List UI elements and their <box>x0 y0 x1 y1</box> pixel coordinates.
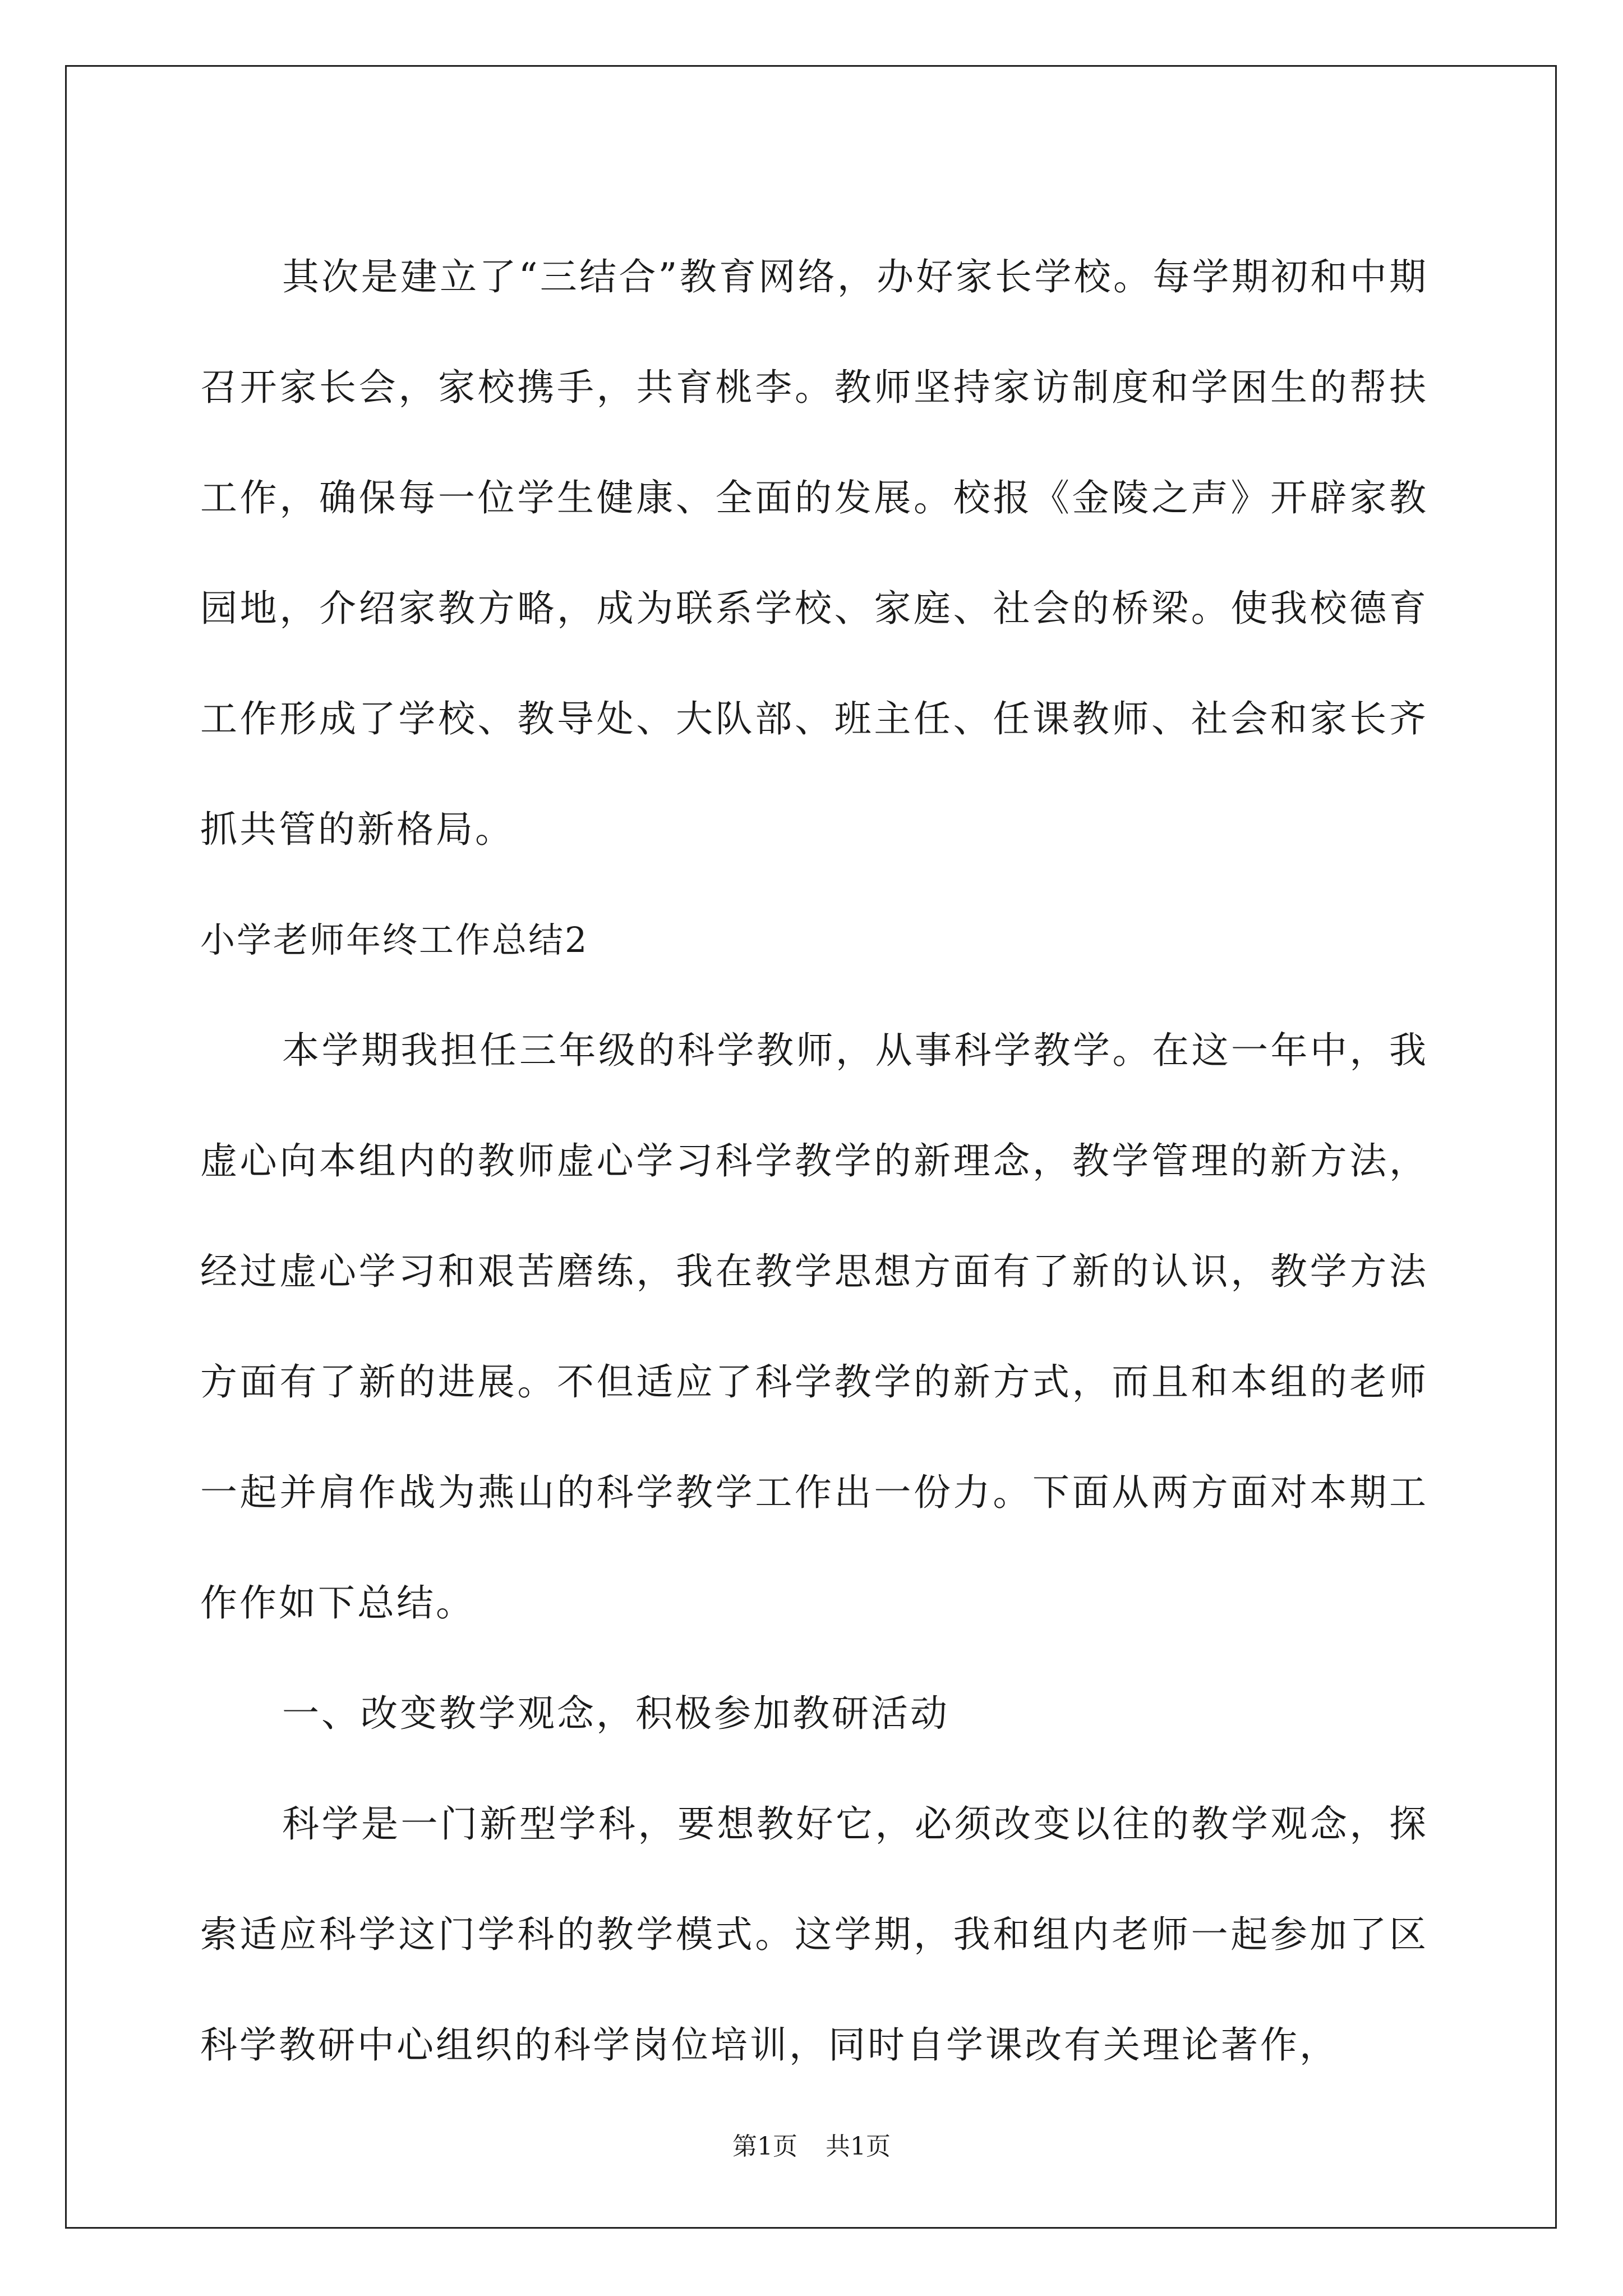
document-body <box>200 222 1428 2100</box>
paragraph-home-school-network: 其次是建立了“三结合”教育网络，办好家长学校。每学期初和中期召开家长会，家校携手，共育桃李。教师坚持家访制度和学困生的帮扶工作，确保每一位学生健康、全面的发展。校报《金陵之声》开辟家教园地，介绍家教方略，成为联系学校、家庭、社会的桥梁。使我校德育工作形成了学校、教导处、大队部、班主任、任课教师、社会和家长齐抓共管的新格局。 <box>200 255 1428 851</box>
page-number: 第1页 <box>732 2132 797 2161</box>
paragraph-intro: 本学期我担任三年级的科学教师，从事科学教学。在这一年中，我虚心向本组内的教师虚心学习科学教学的新理念，教学管理的新方法，经过虚心学习和艰苦磨练，我在教学思想方面有了新的认识，教学方法方面有了新的进展。不但适应了科学教学的新方式，而且和本组的老师一起并肩作战为燕山的科学教学工作出一份力。下面从两方面对本期工作作如下总结。 <box>200 1029 1428 1625</box>
page-count: 共1页 <box>826 2132 891 2161</box>
paragraph-science-teaching: 科学是一门新型学科，要想教好它，必须改变以往的教学观念，探索适应科学这门学科的教学模式。这学期，我和组内老师一起参加了区科学教研中心组织的科学岗位培训，同时自学课改有关理论著作， <box>200 1802 1428 2067</box>
page-footer <box>0 2126 1623 2162</box>
section-title: 小学老师年终工作总结2 <box>200 919 589 960</box>
subheading-teaching-concepts: 一、改变教学观念，积极参加教研活动 <box>282 1692 949 1735</box>
